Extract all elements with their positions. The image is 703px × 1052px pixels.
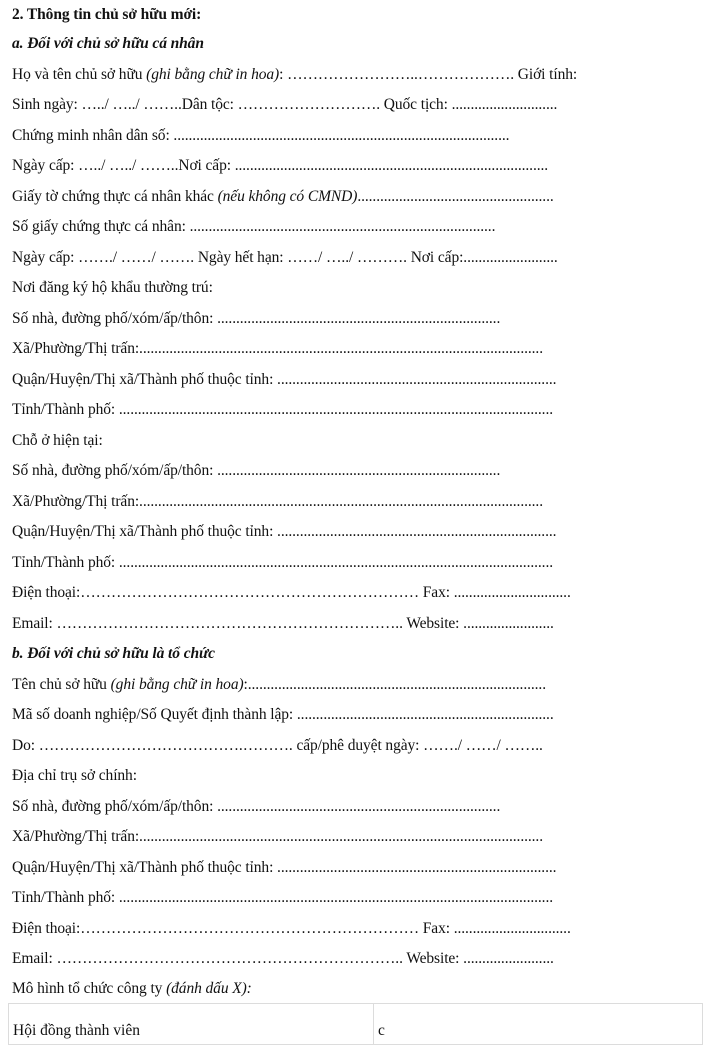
current-street-field[interactable]: Số nhà, đường phố/xóm/ấp/thôn: ........................................................................... <box>12 462 501 479</box>
other-doc-note: (nếu không có CMND) <box>217 188 358 205</box>
section-title: 2. Thông tin chủ sở hữu mới: <box>12 6 202 23</box>
current-ward-field[interactable]: Xã/Phường/Thị trấn:........................................................................................................... <box>12 493 543 510</box>
individual-email-website-field[interactable]: Email: ………………………………………………………….. Website: ........................ <box>12 615 554 632</box>
organization-heading: b. Đối với chủ sở hữu là tổ chức <box>12 645 215 662</box>
org-name-label: Tên chủ sở hữu <box>12 676 111 693</box>
name-note: (ghi bằng chữ in hoa) <box>146 66 280 83</box>
other-doc-blank: .................................................... <box>357 188 554 205</box>
company-model-label <box>12 974 703 1004</box>
birth-ethnicity-nationality-field[interactable]: Sinh ngày: …../ …../ ……..Dân tộc: ………………………. Quốc tịch: ............................ <box>12 96 558 113</box>
permanent-street-field[interactable]: Số nhà, đường phố/xóm/ấp/thôn: ........................................................................... <box>12 310 501 327</box>
individual-name-field[interactable] <box>12 60 703 90</box>
other-doc-label: Giấy tờ chứng thực cá nhân khác <box>12 188 218 205</box>
current-province-field[interactable]: Tỉnh/Thành phố: ................................................................................................................... <box>12 554 554 571</box>
current-address-heading: Chỗ ở hiện tại: <box>12 432 103 449</box>
organization-email-website-field[interactable]: Email: ………………………………………………………….. Website: ........................ <box>12 950 554 967</box>
name-label: Họ và tên chủ sở hữu <box>12 66 147 83</box>
id-issue-field[interactable]: Ngày cấp: …../ …../ ……..Nơi cấp: ................................................................................... <box>12 157 549 174</box>
model-checkbox[interactable]: c <box>374 1004 703 1045</box>
issued-by-field[interactable]: Do: ………………………………….………. cấp/phê duyệt ngày: ……./ ……/ …….. <box>12 737 543 754</box>
hq-street-field[interactable]: Số nhà, đường phố/xóm/ấp/thôn: ........................................................................... <box>12 798 501 815</box>
permanent-ward-field[interactable]: Xã/Phường/Thị trấn:........................................................................................................... <box>12 340 543 357</box>
document-number-field[interactable]: Số giấy chứng thực cá nhân: ................................................................................. <box>12 218 496 235</box>
organization-name-field[interactable] <box>12 670 703 700</box>
model-note: (đánh dấu X): <box>166 980 252 997</box>
permanent-province-field[interactable]: Tỉnh/Thành phố: ................................................................................................................... <box>12 401 554 418</box>
individual-heading: a. Đối với chủ sở hữu cá nhân <box>12 35 204 52</box>
current-district-field[interactable]: Quận/Huyện/Thị xã/Thành phố thuộc tỉnh: .......................................................................... <box>12 523 557 540</box>
permanent-address-heading: Nơi đăng ký hộ khẩu thường trú: <box>12 279 213 296</box>
document-issue-field[interactable]: Ngày cấp: ……./ ……/ ……. Ngày hết hạn: ……/ …../ ………. Nơi cấp:......................... <box>12 249 558 266</box>
hq-district-field[interactable]: Quận/Huyện/Thị xã/Thành phố thuộc tỉnh: .......................................................................... <box>12 859 557 876</box>
org-name-blank: :............................................................................... <box>243 676 546 693</box>
headquarters-heading: Địa chỉ trụ sở chính: <box>12 767 137 784</box>
name-blank: : ……………………..………………. Giới tính: <box>279 66 578 83</box>
id-number-field[interactable]: Chứng minh nhân dân số: ......................................................................................... <box>12 127 510 144</box>
hq-province-field[interactable]: Tỉnh/Thành phố: ................................................................................................................... <box>12 889 554 906</box>
model-label: Mô hình tổ chức công ty <box>12 980 167 997</box>
registration-number-field[interactable]: Mã số doanh nghiệp/Số Quyết định thành lập: .................................................................... <box>12 706 554 723</box>
other-document-field[interactable] <box>12 182 703 212</box>
individual-phone-fax-field[interactable]: Điện thoại:………………………………………………………… Fax: ............................... <box>12 584 571 601</box>
permanent-district-field[interactable]: Quận/Huyện/Thị xã/Thành phố thuộc tỉnh: .......................................................................... <box>12 371 557 388</box>
organization-phone-fax-field[interactable]: Điện thoại:………………………………………………………… Fax: ............................... <box>12 920 571 937</box>
company-model-table <box>8 1003 703 1045</box>
hq-ward-field[interactable]: Xã/Phường/Thị trấn:........................................................................................................... <box>12 828 543 845</box>
model-option: Hội đồng thành viên <box>9 1004 374 1045</box>
table-row <box>9 1004 703 1045</box>
org-name-note: (ghi bằng chữ in hoa) <box>110 676 244 693</box>
